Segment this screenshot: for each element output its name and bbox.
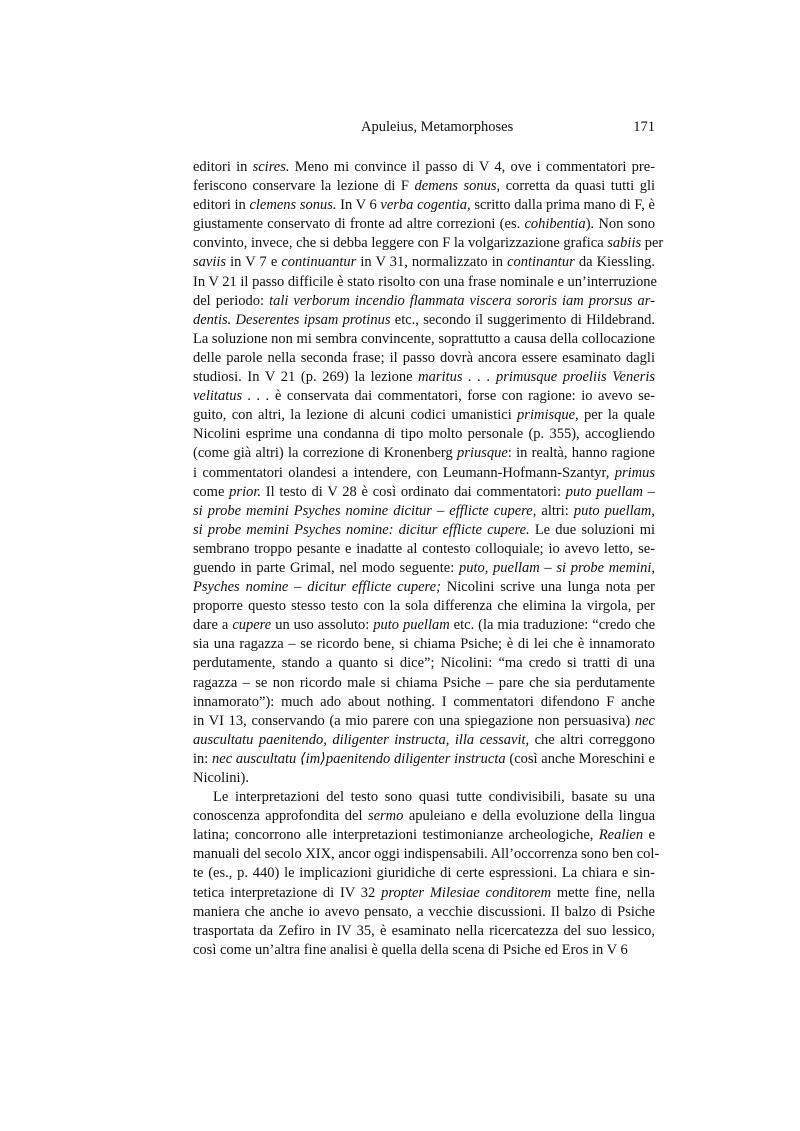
text-line: come prior. Il testo di V 28 è così ordinato dai commentatori: puto puellam – bbox=[193, 483, 655, 500]
text-line: guendo in parte Grimal, nel modo seguente: puto, puellam – si probe memini, bbox=[193, 559, 656, 576]
italic-text: cupere bbox=[232, 617, 272, 634]
text-line: i commentatori olandesi a intendere, con Leumann-Hofmann-Szantyr, primus bbox=[193, 464, 655, 481]
text-line: si probe memini Psyches nomine dicitur – efflicte cupere, altri: puto puellam, bbox=[193, 502, 655, 519]
body-text bbox=[193, 158, 664, 960]
italic-text: cohibentia bbox=[524, 216, 586, 233]
text-line: editori in scires. Meno mi convince il passo di V 4, ove i commentatori pre- bbox=[193, 159, 655, 175]
italic-text: si probe memini Psyches nomine dicitur – efflicte cupere, bbox=[193, 502, 537, 519]
text-line: latina; concorrono alle interpretazioni testimonianze archeologiche, Realien e bbox=[193, 827, 655, 844]
text-line: (come già altri) la correzione di Kronenberg priusque: in realtà, hanno ragione bbox=[193, 445, 655, 462]
italic-text: sabiis bbox=[607, 235, 642, 252]
running-title: Apuleius, Metamorphoses bbox=[361, 119, 514, 135]
text-line: innamorato”): much ado about nothing. I commentatori difendono F anche bbox=[193, 693, 655, 710]
text-line: La soluzione non mi sembra convincente, soprattutto a causa della collocazione bbox=[193, 330, 655, 347]
text-line: del periodo: tali verborum incendio flammata viscera sororis iam prorsus ar- bbox=[193, 292, 655, 309]
text-line: convinto, invece, che si debba leggere con F la volgarizzazione grafica sabiis per bbox=[193, 235, 664, 252]
italic-text: scires. bbox=[252, 159, 290, 175]
italic-text: saviis bbox=[193, 254, 227, 271]
text-line: Le interpretazioni del testo sono quasi tutte condivisibili, basate su una bbox=[213, 789, 655, 806]
text-line: in VI 13, conservando (a mio parere con una spiegazione non persuasiva) nec bbox=[193, 712, 655, 729]
italic-text: tali verborum incendio flammata viscera sororis iam prorsus ar- bbox=[269, 292, 655, 309]
italic-text: nec bbox=[634, 712, 655, 729]
text-line: editori in clemens sonus. In V 6 verba cogentia, scritto dalla prima mano di F, è bbox=[193, 197, 655, 214]
italic-text: Psyches nomine – dicitur efflicte cupere; bbox=[193, 579, 441, 596]
italic-text: puto puellam, bbox=[573, 502, 655, 519]
text-line: guito, con altri, la lezione di alcuni codici umanistici primisque, per la quale bbox=[193, 407, 655, 424]
italic-text: continantur bbox=[507, 254, 575, 271]
text-line: In V 21 il passo difficile è stato risolto con una frase nominale e un’interruzione bbox=[193, 273, 657, 290]
italic-text: dentis. Deserentes ipsam protinus bbox=[193, 311, 391, 328]
text-line: trasportata da Zefiro in IV 35, è esaminato nella ricercatezza del suo lessico, bbox=[193, 922, 655, 939]
text-line: Nicolini). bbox=[193, 770, 249, 786]
italic-text: si probe memini Psyches nomine: dicitur efflicte cupere. bbox=[193, 521, 530, 538]
italic-text: puto puellam bbox=[373, 617, 450, 634]
italic-text: verba cogentia, bbox=[380, 197, 471, 214]
italic-text: demens sonus, bbox=[414, 178, 501, 195]
italic-text: puto, puellam – si probe memini, bbox=[458, 559, 656, 576]
text-line: sia una ragazza – se ricordo bene, si chiama Psiche; è di lei che è innamorato bbox=[193, 636, 655, 653]
italic-text: puto puellam – bbox=[565, 483, 655, 500]
text-line: dare a cupere un uso assoluto: puto puellam etc. (la mia traduzione: “credo che bbox=[193, 617, 655, 634]
italic-text: clemens sonus. bbox=[249, 197, 337, 214]
text-line: maniera che anche io avevo pensato, a vecchie discussioni. Il balzo di Psiche bbox=[193, 903, 655, 920]
text-line: dentis. Deserentes ipsam protinus etc., secondo il suggerimento di Hildebrand. bbox=[193, 311, 655, 328]
italic-text: primisque, bbox=[517, 407, 579, 424]
text-line: saviis in V 7 e continuantur in V 31, normalizzato in continantur da Kiessling. bbox=[193, 254, 655, 271]
italic-text: auscultatu paenitendo, diligenter instructa, illa cessavit, bbox=[193, 731, 530, 748]
text-line: studiosi. In V 21 (p. 269) la lezione maritus . . . primusque proeliis Veneris bbox=[193, 369, 655, 386]
text-line: perdutamente, stando a quanto si dice”; Nicolini: “ma credo si tratti di una bbox=[193, 655, 655, 672]
italic-text: sermo bbox=[367, 808, 404, 825]
text-line: ragazza – se non ricordo male si chiama Psiche – pare che sia perdutamente bbox=[193, 674, 655, 691]
page-number: 171 bbox=[633, 119, 655, 135]
text-line: manuali del secolo XIX, ancor oggi indispensabili. All’occorrenza sono ben col- bbox=[193, 846, 660, 863]
italic-text: prior. bbox=[229, 483, 262, 500]
text-line: proporre questo stesso testo con la sola differenza che elimina la virgola, per bbox=[193, 598, 655, 615]
text-line: velitatus . . . è conservata dai commentatori, forse con ragione: io avevo se- bbox=[193, 388, 655, 405]
text-line: te (es., p. 440) le implicazioni giuridiche di certe espressioni. La chiara e sin- bbox=[193, 865, 655, 882]
text-line: auscultatu paenitendo, diligenter instructa, illa cessavit, che altri correggono bbox=[193, 731, 655, 748]
text-line: conoscenza approfondita del sermo apuleiano e della evoluzione della lingua bbox=[193, 808, 656, 825]
italic-text: priusque bbox=[457, 445, 508, 462]
text-line: Nicolini esprime una condanna di tipo molto personale (p. 355), accogliendo bbox=[193, 426, 655, 443]
text-line: Psyches nomine – dicitur efflicte cupere; Nicolini scrive una lunga nota per bbox=[193, 579, 655, 596]
italic-text: Realien bbox=[598, 827, 644, 844]
italic-text: continuantur bbox=[281, 254, 357, 271]
text-line: sembrano troppo pesante e inadatte al contesto colloquiale; io avevo letto, se- bbox=[193, 540, 655, 557]
text-line: si probe memini Psyches nomine: dicitur efflicte cupere. Le due soluzioni mi bbox=[193, 521, 656, 538]
italic-text: maritus . . . primusque proeliis Veneris bbox=[418, 369, 655, 386]
text-line: giustamente conservato di fronte ad altre correzioni (es. cohibentia). Non sono bbox=[193, 216, 655, 233]
italic-text: velitatus . . . bbox=[193, 388, 270, 405]
italic-text: nec auscultatu ⟨im⟩paenitendo diligenter instructa bbox=[212, 750, 506, 767]
text-line: così come un’altra fine analisi è quella della scena di Psiche ed Eros in V 6 bbox=[193, 941, 628, 958]
text-line: delle parole nella seconda frase; il passo dovrà ancora essere esaminato dagli bbox=[193, 349, 655, 366]
italic-text: primus bbox=[614, 464, 655, 481]
text-line: in: nec auscultatu ⟨im⟩paenitendo diligenter instructa (così anche Moreschini e bbox=[193, 750, 655, 767]
text-line: feriscono conservare la lezione di F demens sonus, corretta da quasi tutti gli bbox=[193, 178, 655, 195]
italic-text: propter Milesiae conditorem bbox=[381, 884, 552, 901]
text-line: tetica interpretazione di IV 32 propter Milesiae conditorem mette fine, nella bbox=[193, 884, 655, 901]
